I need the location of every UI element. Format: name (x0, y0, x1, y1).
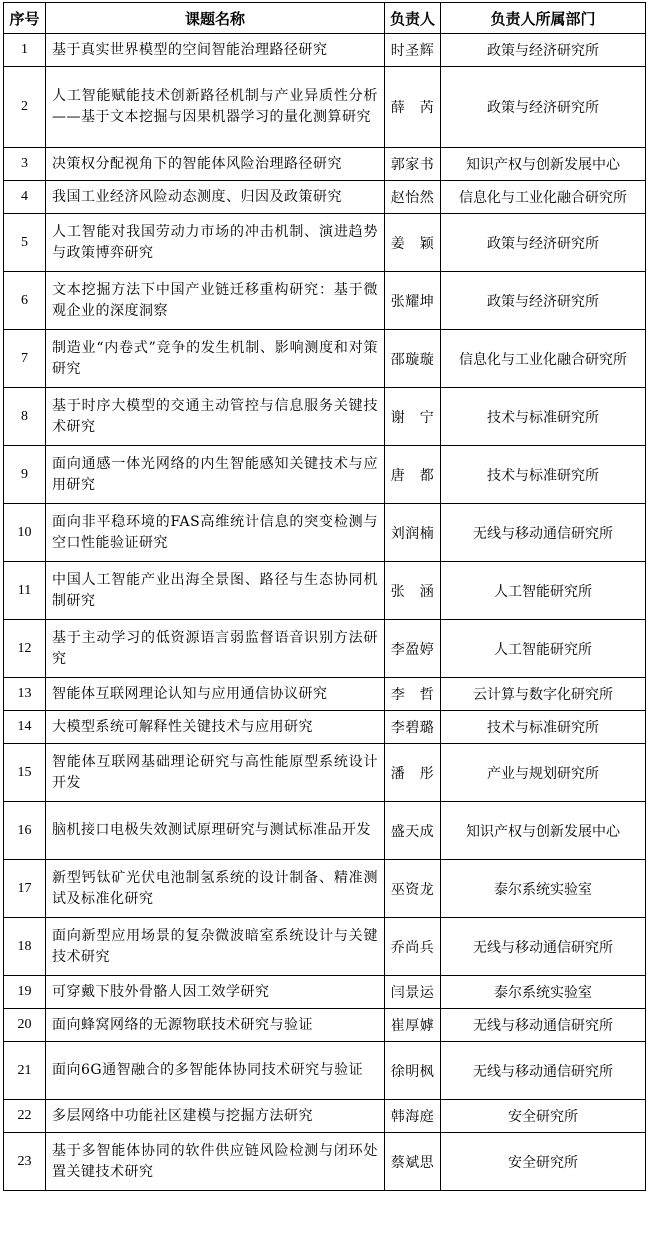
cell-dept: 政策与经济研究所 (441, 272, 646, 330)
cell-no: 21 (4, 1042, 46, 1100)
cell-dept: 无线与移动通信研究所 (441, 1009, 646, 1042)
cell-no: 17 (4, 860, 46, 918)
cell-no: 8 (4, 388, 46, 446)
cell-no: 4 (4, 181, 46, 214)
project-table (3, 2, 646, 1191)
cell-lead: 刘润楠 (385, 504, 441, 562)
cell-title: 脑机接口电极失效测试原理研究与测试标准品开发 (46, 802, 385, 860)
cell-title: 制造业“内卷式”竞争的发生机制、影响测度和对策研究 (46, 330, 385, 388)
cell-title: 决策权分配视角下的智能体风险治理路径研究 (46, 148, 385, 181)
table-row (4, 918, 646, 976)
cell-dept: 云计算与数字化研究所 (441, 678, 646, 711)
cell-dept: 技术与标准研究所 (441, 388, 646, 446)
cell-no: 13 (4, 678, 46, 711)
header-lead: 负责人 (385, 3, 441, 34)
table-row (4, 446, 646, 504)
cell-lead: 李碧璐 (385, 711, 441, 744)
cell-dept: 信息化与工业化融合研究所 (441, 330, 646, 388)
cell-lead: 郭家书 (385, 148, 441, 181)
cell-no: 18 (4, 918, 46, 976)
cell-lead: 蔡斌思 (385, 1133, 441, 1191)
header-title: 课题名称 (46, 3, 385, 34)
cell-no: 16 (4, 802, 46, 860)
cell-no: 5 (4, 214, 46, 272)
table-row (4, 802, 646, 860)
cell-no: 1 (4, 34, 46, 67)
cell-no: 23 (4, 1133, 46, 1191)
cell-dept: 信息化与工业化融合研究所 (441, 181, 646, 214)
cell-lead: 李盈婷 (385, 620, 441, 678)
cell-dept: 技术与标准研究所 (441, 446, 646, 504)
cell-lead: 乔尚兵 (385, 918, 441, 976)
cell-dept: 知识产权与创新发展中心 (441, 148, 646, 181)
cell-no: 12 (4, 620, 46, 678)
header-dept: 负责人所属部门 (441, 3, 646, 34)
table-row (4, 620, 646, 678)
table-row (4, 976, 646, 1009)
table-row (4, 148, 646, 181)
cell-dept: 人工智能研究所 (441, 562, 646, 620)
cell-no: 14 (4, 711, 46, 744)
cell-title: 文本挖掘方法下中国产业链迁移重构研究：基于微观企业的深度洞察 (46, 272, 385, 330)
cell-dept: 产业与规划研究所 (441, 744, 646, 802)
cell-no: 19 (4, 976, 46, 1009)
table-row (4, 860, 646, 918)
table-row (4, 1009, 646, 1042)
cell-lead: 唐 都 (385, 446, 441, 504)
cell-dept: 安全研究所 (441, 1133, 646, 1191)
cell-title: 多层网络中功能社区建模与挖掘方法研究 (46, 1100, 385, 1133)
cell-lead: 谢 宁 (385, 388, 441, 446)
cell-no: 2 (4, 67, 46, 148)
cell-no: 7 (4, 330, 46, 388)
cell-title: 可穿戴下肢外骨骼人因工效学研究 (46, 976, 385, 1009)
cell-title: 大模型系统可解释性关键技术与应用研究 (46, 711, 385, 744)
cell-lead: 韩海庭 (385, 1100, 441, 1133)
cell-dept: 政策与经济研究所 (441, 214, 646, 272)
cell-no: 3 (4, 148, 46, 181)
cell-lead: 潘 彤 (385, 744, 441, 802)
cell-dept: 人工智能研究所 (441, 620, 646, 678)
cell-title: 面向通感一体光网络的内生智能感知关键技术与应用研究 (46, 446, 385, 504)
cell-title: 基于时序大模型的交通主动管控与信息服务关键技术研究 (46, 388, 385, 446)
cell-dept: 无线与移动通信研究所 (441, 1042, 646, 1100)
cell-title: 面向新型应用场景的复杂微波暗室系统设计与关键技术研究 (46, 918, 385, 976)
cell-title: 基于真实世界模型的空间智能治理路径研究 (46, 34, 385, 67)
cell-title: 中国人工智能产业出海全景图、路径与生态协同机制研究 (46, 562, 385, 620)
cell-lead: 姜 颖 (385, 214, 441, 272)
cell-no: 20 (4, 1009, 46, 1042)
table-row (4, 678, 646, 711)
header-no: 序号 (4, 3, 46, 34)
table-row (4, 744, 646, 802)
cell-lead: 巫资龙 (385, 860, 441, 918)
cell-title: 新型钙钛矿光伏电池制氢系统的设计制备、精准测试及标准化研究 (46, 860, 385, 918)
cell-no: 9 (4, 446, 46, 504)
table-row (4, 272, 646, 330)
cell-dept: 无线与移动通信研究所 (441, 504, 646, 562)
cell-title: 人工智能赋能技术创新路径机制与产业异质性分析——基于文本挖掘与因果机器学习的量化测算研究 (46, 67, 385, 148)
table-row (4, 562, 646, 620)
cell-lead: 赵怡然 (385, 181, 441, 214)
table-row (4, 504, 646, 562)
cell-title: 面向蜂窝网络的无源物联技术研究与验证 (46, 1009, 385, 1042)
table-row (4, 67, 646, 148)
cell-lead: 邵璇璇 (385, 330, 441, 388)
cell-title: 面向6G通智融合的多智能体协同技术研究与验证 (46, 1042, 385, 1100)
table-row (4, 34, 646, 67)
table-body (4, 34, 646, 1191)
table-row (4, 711, 646, 744)
table-row (4, 181, 646, 214)
cell-dept: 技术与标准研究所 (441, 711, 646, 744)
cell-dept: 泰尔系统实验室 (441, 860, 646, 918)
cell-dept: 政策与经济研究所 (441, 34, 646, 67)
table-row (4, 1042, 646, 1100)
cell-title: 智能体互联网基础理论研究与高性能原型系统设计开发 (46, 744, 385, 802)
cell-lead: 盛天成 (385, 802, 441, 860)
header-row (4, 3, 646, 34)
cell-lead: 李 哲 (385, 678, 441, 711)
cell-title: 人工智能对我国劳动力市场的冲击机制、演进趋势与政策博弈研究 (46, 214, 385, 272)
cell-dept: 无线与移动通信研究所 (441, 918, 646, 976)
cell-dept: 安全研究所 (441, 1100, 646, 1133)
cell-lead: 张 涵 (385, 562, 441, 620)
cell-title: 基于主动学习的低资源语言弱监督语音识别方法研究 (46, 620, 385, 678)
cell-lead: 薛 芮 (385, 67, 441, 148)
cell-lead: 闫景运 (385, 976, 441, 1009)
cell-title: 我国工业经济风险动态测度、归因及政策研究 (46, 181, 385, 214)
cell-dept: 知识产权与创新发展中心 (441, 802, 646, 860)
cell-title: 基于多智能体协同的软件供应链风险检测与闭环处置关键技术研究 (46, 1133, 385, 1191)
cell-dept: 泰尔系统实验室 (441, 976, 646, 1009)
table-row (4, 330, 646, 388)
cell-title: 面向非平稳环境的FAS高维统计信息的突变检测与空口性能验证研究 (46, 504, 385, 562)
table-row (4, 388, 646, 446)
table-row (4, 214, 646, 272)
cell-no: 22 (4, 1100, 46, 1133)
cell-dept: 政策与经济研究所 (441, 67, 646, 148)
cell-no: 10 (4, 504, 46, 562)
cell-lead: 张耀坤 (385, 272, 441, 330)
cell-no: 15 (4, 744, 46, 802)
cell-lead: 时圣辉 (385, 34, 441, 67)
cell-no: 11 (4, 562, 46, 620)
cell-lead: 徐明枫 (385, 1042, 441, 1100)
table-row (4, 1100, 646, 1133)
cell-no: 6 (4, 272, 46, 330)
cell-title: 智能体互联网理论认知与应用通信协议研究 (46, 678, 385, 711)
cell-lead: 崔厚嫭 (385, 1009, 441, 1042)
table-row (4, 1133, 646, 1191)
